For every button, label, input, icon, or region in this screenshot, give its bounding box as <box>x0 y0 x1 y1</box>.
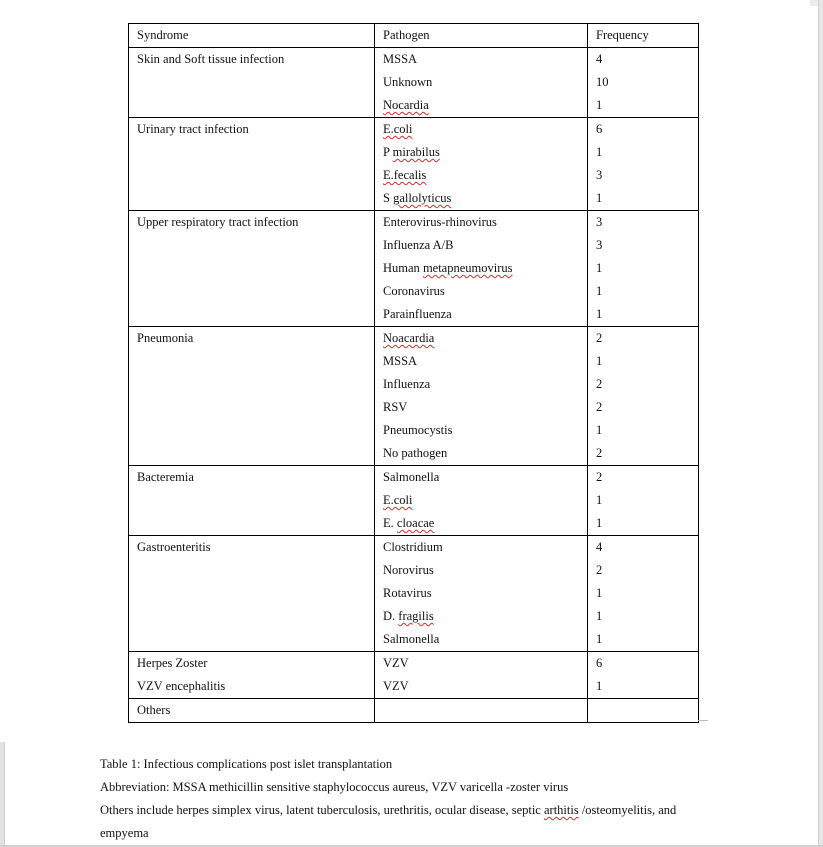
table-row <box>129 652 699 699</box>
pathogen-cell[interactable] <box>375 327 588 466</box>
pathogen-cell-line: VZV <box>383 656 409 670</box>
pathogen-cell-line <box>383 118 579 141</box>
caption-title[interactable]: Table 1: Infectious complications post islet transplantation <box>100 757 393 771</box>
caption-abbreviation[interactable]: Abbreviation: MSSA methicillin sensitive staphylococcus aureus, VZV varicella -zoster virus <box>100 780 569 794</box>
pathogen-cell-line: Rotavirus <box>383 586 432 600</box>
frequency-cell-line: 4 <box>596 52 603 66</box>
frequency-cell-line: 4 <box>596 540 603 554</box>
syndrome-cell-line: Skin and Soft tissue infection <box>137 52 285 66</box>
page-right-edge <box>818 0 823 847</box>
syndrome-cell-line: Others <box>137 703 171 717</box>
pathogen-cell-line <box>383 94 579 117</box>
frequency-cell-line: 1 <box>596 516 603 530</box>
pathogen-cell-line: Influenza <box>383 377 431 391</box>
frequency-cell-line: 1 <box>596 679 603 693</box>
syndrome-cell-line: Bacteremia <box>137 470 194 484</box>
pathogen-cell-line <box>383 187 579 210</box>
frequency-cell-line: 3 <box>596 238 603 252</box>
pathogen-cell-line: No pathogen <box>383 446 448 460</box>
pathogen-cell-line <box>383 699 579 722</box>
frequency-cell-line: 1 <box>596 632 603 646</box>
frequency-cell-line: 1 <box>596 586 603 600</box>
pathogen-cell-line: Clostridium <box>383 540 443 554</box>
pathogen-cell-line: MSSA <box>383 354 418 368</box>
table-row <box>129 118 699 211</box>
pathogen-cell-line: Coronavirus <box>383 284 445 298</box>
header-syndrome[interactable] <box>129 24 375 48</box>
spellcheck-flagged-word[interactable]: E.coli <box>383 122 413 136</box>
pathogen-cell-line: Unknown <box>383 75 433 89</box>
pathogen-prefix: P <box>383 145 393 159</box>
frequency-cell-line: 2 <box>596 331 603 345</box>
pathogen-prefix: S <box>383 191 394 205</box>
pathogen-cell[interactable] <box>375 536 588 652</box>
syndrome-cell[interactable] <box>129 466 375 536</box>
pathogen-cell-line: Salmonella <box>383 632 440 646</box>
syndrome-cell-line: Pneumonia <box>137 331 194 345</box>
frequency-cell-line: 1 <box>596 493 603 507</box>
spellcheck-flagged-word[interactable]: metapneumovirus <box>422 261 513 275</box>
pathogen-cell-line: Influenza A/B <box>383 238 454 252</box>
header-syndrome-text: Syndrome <box>137 28 189 42</box>
frequency-cell-line: 1 <box>596 145 603 159</box>
frequency-cell-line: 2 <box>596 446 603 460</box>
pathogen-cell-line: MSSA <box>383 52 418 66</box>
table-header-row <box>129 24 699 48</box>
syndrome-cell[interactable] <box>129 699 375 723</box>
caption-others-text: Others include herpes simplex virus, latent tuberculosis, urethritis, ocular disease, septic <box>100 803 544 817</box>
pathogen-cell-line <box>383 512 579 535</box>
spellcheck-flagged-word[interactable]: arthitis <box>543 803 579 817</box>
syndrome-cell-line: Gastroenteritis <box>137 540 211 554</box>
pathogen-cell[interactable] <box>375 211 588 327</box>
spellcheck-flagged-word[interactable]: cloacae <box>396 516 435 530</box>
pathogen-cell-line: VZV <box>383 679 409 693</box>
header-pathogen-text: Pathogen <box>383 28 430 42</box>
spellcheck-flagged-word[interactable]: Noacardia <box>383 331 435 345</box>
frequency-cell[interactable] <box>588 327 699 466</box>
syndrome-cell-line: VZV encephalitis <box>137 679 226 693</box>
pathogen-cell-line <box>383 327 579 350</box>
pathogen-prefix: D. <box>383 609 399 623</box>
header-pathogen[interactable] <box>375 24 588 48</box>
pathogen-cell-line <box>383 164 579 187</box>
pathogen-cell-line <box>383 605 579 628</box>
table-row <box>129 536 699 652</box>
pathogen-prefix: E. <box>383 516 397 530</box>
caption-others-continued[interactable]: empyema <box>100 826 149 840</box>
frequency-cell-line <box>596 699 690 722</box>
syndrome-cell-line: Herpes Zoster <box>137 656 208 670</box>
header-frequency[interactable] <box>588 24 699 48</box>
table-caption <box>100 753 676 845</box>
spellcheck-flagged-word[interactable]: gallolyticus <box>393 191 452 205</box>
syndrome-cell[interactable] <box>129 118 375 211</box>
spellcheck-flagged-word[interactable]: E.fecalis <box>383 168 427 182</box>
frequency-cell-line: 1 <box>596 423 603 437</box>
frequency-cell-line: 1 <box>596 609 603 623</box>
pathogen-cell-line: Enterovirus-rhinovirus <box>383 215 497 229</box>
syndrome-cell[interactable] <box>129 211 375 327</box>
frequency-cell[interactable] <box>588 652 699 699</box>
frequency-cell-line: 1 <box>596 191 603 205</box>
syndrome-cell[interactable] <box>129 536 375 652</box>
table-row <box>129 466 699 536</box>
infection-table <box>128 23 699 723</box>
page-left-edge <box>0 742 5 847</box>
pathogen-cell-line: RSV <box>383 400 408 414</box>
pathogen-cell[interactable] <box>375 118 588 211</box>
pathogen-cell-line <box>383 489 579 512</box>
caption-others[interactable] <box>100 799 676 822</box>
pathogen-cell-line: Parainfluenza <box>383 307 452 321</box>
syndrome-cell[interactable] <box>129 652 375 699</box>
table-resize-handle[interactable] <box>698 720 708 721</box>
frequency-cell-line: 1 <box>596 98 603 112</box>
syndrome-cell[interactable] <box>129 327 375 466</box>
frequency-cell-line: 2 <box>596 563 603 577</box>
frequency-cell-line: 10 <box>596 75 609 89</box>
syndrome-cell[interactable] <box>129 48 375 118</box>
header-frequency-text: Frequency <box>596 28 649 42</box>
frequency-cell-line: 3 <box>596 168 603 182</box>
table-row <box>129 327 699 466</box>
frequency-cell[interactable] <box>588 48 699 118</box>
pathogen-cell[interactable] <box>375 48 588 118</box>
syndrome-cell-line: Urinary tract infection <box>137 122 249 136</box>
frequency-cell-line: 3 <box>596 215 603 229</box>
pathogen-cell-line: Salmonella <box>383 470 440 484</box>
frequency-cell-line: 1 <box>596 354 603 368</box>
pathogen-cell[interactable] <box>375 652 588 699</box>
pathogen-cell-line <box>383 141 579 164</box>
pathogen-cell[interactable] <box>375 466 588 536</box>
frequency-cell[interactable] <box>588 118 699 211</box>
frequency-cell-line: 1 <box>596 261 603 275</box>
frequency-cell[interactable] <box>588 536 699 652</box>
frequency-cell-line: 2 <box>596 400 603 414</box>
frequency-cell-line: 2 <box>596 470 603 484</box>
frequency-cell-line: 6 <box>596 122 603 136</box>
pathogen-prefix: Human <box>383 261 423 275</box>
pathogen-cell-line: Norovirus <box>383 563 434 577</box>
spellcheck-flagged-word[interactable]: E.coli <box>383 493 413 507</box>
frequency-cell[interactable] <box>588 466 699 536</box>
frequency-cell[interactable] <box>588 699 699 723</box>
table-row <box>129 48 699 118</box>
caption-others-text-end: /osteomyelitis, and <box>578 803 677 817</box>
pathogen-cell[interactable] <box>375 699 588 723</box>
spellcheck-flagged-word[interactable]: fragilis <box>398 609 434 623</box>
frequency-cell-line: 1 <box>596 307 603 321</box>
spellcheck-flagged-word[interactable]: mirabilus <box>392 145 440 159</box>
frequency-cell[interactable] <box>588 211 699 327</box>
table-row <box>129 699 699 723</box>
frequency-cell-line: 2 <box>596 377 603 391</box>
spellcheck-flagged-word[interactable]: Nocardia <box>383 98 429 112</box>
table-row <box>129 211 699 327</box>
pathogen-cell-line: Pneumocystis <box>383 423 453 437</box>
frequency-cell-line: 6 <box>596 656 603 670</box>
frequency-cell-line: 1 <box>596 284 603 298</box>
syndrome-cell-line: Upper respiratory tract infection <box>137 215 299 229</box>
pathogen-cell-line <box>383 257 579 280</box>
